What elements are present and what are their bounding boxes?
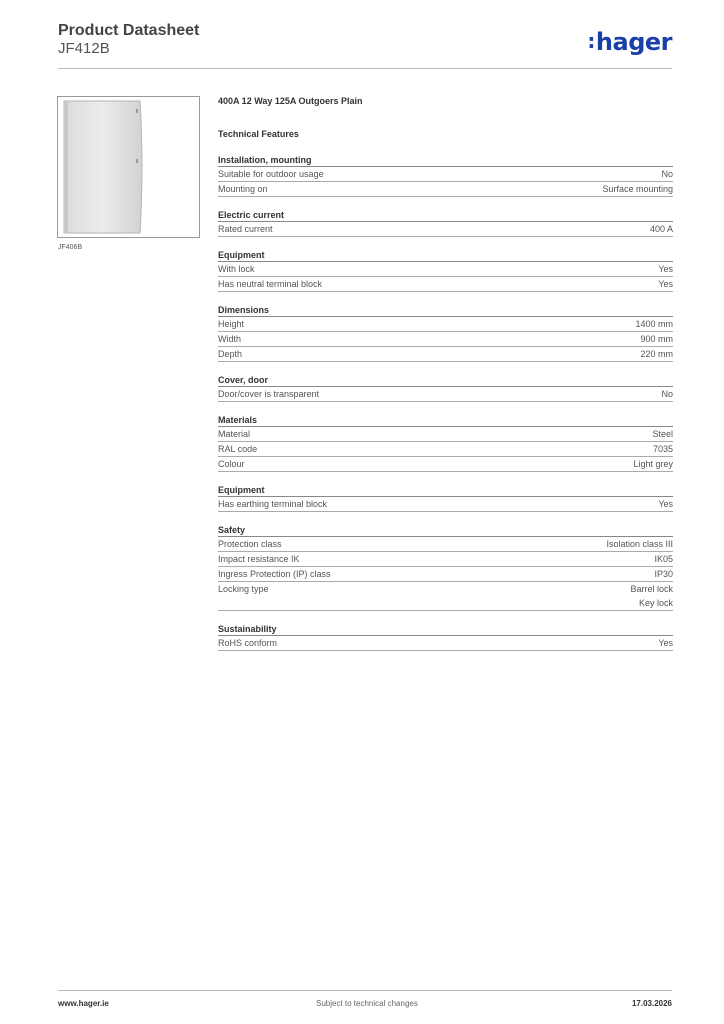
- footer-divider: [58, 990, 672, 991]
- feature-label: Material: [218, 429, 251, 439]
- hager-logo: [587, 28, 672, 56]
- feature-label: With lock: [218, 264, 255, 274]
- feature-value-line: Yes: [658, 279, 673, 289]
- feature-label: Mounting on: [218, 184, 268, 194]
- logo-text: hager: [595, 28, 672, 56]
- section: [218, 374, 673, 402]
- feature-row: [218, 332, 673, 347]
- datasheet-content: [218, 96, 673, 663]
- feature-value: [630, 582, 673, 610]
- feature-value: [633, 457, 673, 471]
- feature-row: [218, 582, 673, 611]
- section-title: Dimensions: [218, 304, 673, 317]
- feature-value-line: Steel: [652, 429, 673, 439]
- feature-value: [650, 222, 673, 236]
- feature-value-line: Key lock: [638, 598, 673, 608]
- image-caption: JF406B: [58, 244, 83, 251]
- feature-value-line: 7035: [652, 444, 673, 454]
- feature-row: [218, 182, 673, 197]
- section: [218, 154, 673, 197]
- feature-label: Impact resistance IK: [218, 554, 300, 564]
- product-name: 400A 12 Way 125A Outgoers Plain: [218, 96, 363, 106]
- feature-label: Colour: [218, 459, 245, 469]
- feature-value: [661, 387, 673, 401]
- feature-row: [218, 222, 673, 237]
- feature-value-line: No: [661, 389, 673, 399]
- feature-value: [640, 332, 673, 346]
- feature-label: RAL code: [218, 444, 258, 454]
- feature-value-line: Isolation class III: [606, 539, 673, 549]
- feature-row: [218, 567, 673, 582]
- footer-date: 17.03.2026: [631, 999, 672, 1008]
- feature-value: [658, 497, 673, 511]
- feature-row: [218, 457, 673, 472]
- feature-value: [602, 182, 673, 196]
- feature-row: [218, 636, 673, 651]
- product-image: [57, 96, 200, 238]
- feature-value-line: Barrel lock: [630, 584, 673, 594]
- feature-value: [658, 277, 673, 291]
- feature-value-line: 1400 mm: [635, 319, 673, 329]
- feature-value: [661, 167, 673, 181]
- feature-row: [218, 262, 673, 277]
- footer-notice: Subject to technical changes: [316, 999, 418, 1008]
- feature-value: [653, 442, 673, 456]
- feature-label: Depth: [218, 349, 243, 359]
- feature-label: Rated current: [218, 224, 273, 234]
- section-title: Electric current: [218, 209, 673, 222]
- feature-label: RoHS conform: [218, 638, 278, 648]
- feature-row: [218, 317, 673, 332]
- feature-label: Ingress Protection (IP) class: [218, 569, 331, 579]
- feature-row: [218, 167, 673, 182]
- feature-value-line: 900 mm: [640, 334, 673, 344]
- section-title: Safety: [218, 524, 673, 537]
- section: [218, 209, 673, 237]
- section-title: Installation, mounting: [218, 154, 673, 167]
- feature-label: Suitable for outdoor usage: [218, 169, 324, 179]
- feature-label: Has earthing terminal block: [218, 499, 328, 509]
- feature-value: [658, 262, 673, 276]
- feature-row: [218, 497, 673, 512]
- feature-value: [635, 317, 673, 331]
- feature-value: [654, 567, 673, 581]
- feature-row: [218, 347, 673, 362]
- feature-value: [640, 347, 673, 361]
- feature-label: Height: [218, 319, 245, 329]
- feature-value: [652, 427, 673, 441]
- section: [218, 304, 673, 362]
- feature-value: [654, 552, 673, 566]
- section-title: Equipment: [218, 484, 673, 497]
- feature-value-line: 400 A: [649, 224, 673, 234]
- feature-row: [218, 427, 673, 442]
- feature-value-line: IK05: [654, 554, 673, 564]
- feature-value-line: Yes: [658, 499, 673, 509]
- section-title: Sustainability: [218, 623, 673, 636]
- section: [218, 524, 673, 611]
- product-code: JF412B: [58, 40, 110, 57]
- features-sections: [218, 154, 673, 651]
- section-title: Materials: [218, 414, 673, 427]
- feature-row: [218, 552, 673, 567]
- technical-features-title: Technical Features: [218, 129, 299, 139]
- page-title: Product Datasheet: [58, 22, 200, 39]
- feature-row: [218, 277, 673, 292]
- feature-label: Protection class: [218, 539, 282, 549]
- feature-value-line: Surface mounting: [602, 184, 673, 194]
- feature-value-line: IP30: [654, 569, 673, 579]
- feature-label: Has neutral terminal block: [218, 279, 323, 289]
- section: [218, 249, 673, 292]
- feature-label: Door/cover is transparent: [218, 389, 320, 399]
- section-title: Cover, door: [218, 374, 673, 387]
- feature-value-line: Light grey: [633, 459, 673, 469]
- section: [218, 484, 673, 512]
- feature-row: [218, 442, 673, 457]
- feature-value: [606, 537, 673, 551]
- feature-value-line: Yes: [658, 264, 673, 274]
- feature-value-line: No: [661, 169, 673, 179]
- distribution-board-icon: [58, 97, 199, 237]
- feature-value-line: 220 mm: [640, 349, 673, 359]
- header-divider: [58, 68, 672, 69]
- feature-row: [218, 537, 673, 552]
- section: [218, 414, 673, 472]
- feature-label: Width: [218, 334, 242, 344]
- feature-value-line: Yes: [658, 638, 673, 648]
- section-title: Equipment: [218, 249, 673, 262]
- footer-website: www.hager.ie: [58, 999, 109, 1008]
- feature-value: [658, 636, 673, 650]
- logo-colon: :: [587, 29, 595, 53]
- feature-row: [218, 387, 673, 402]
- section: [218, 623, 673, 651]
- feature-label: Locking type: [218, 584, 269, 594]
